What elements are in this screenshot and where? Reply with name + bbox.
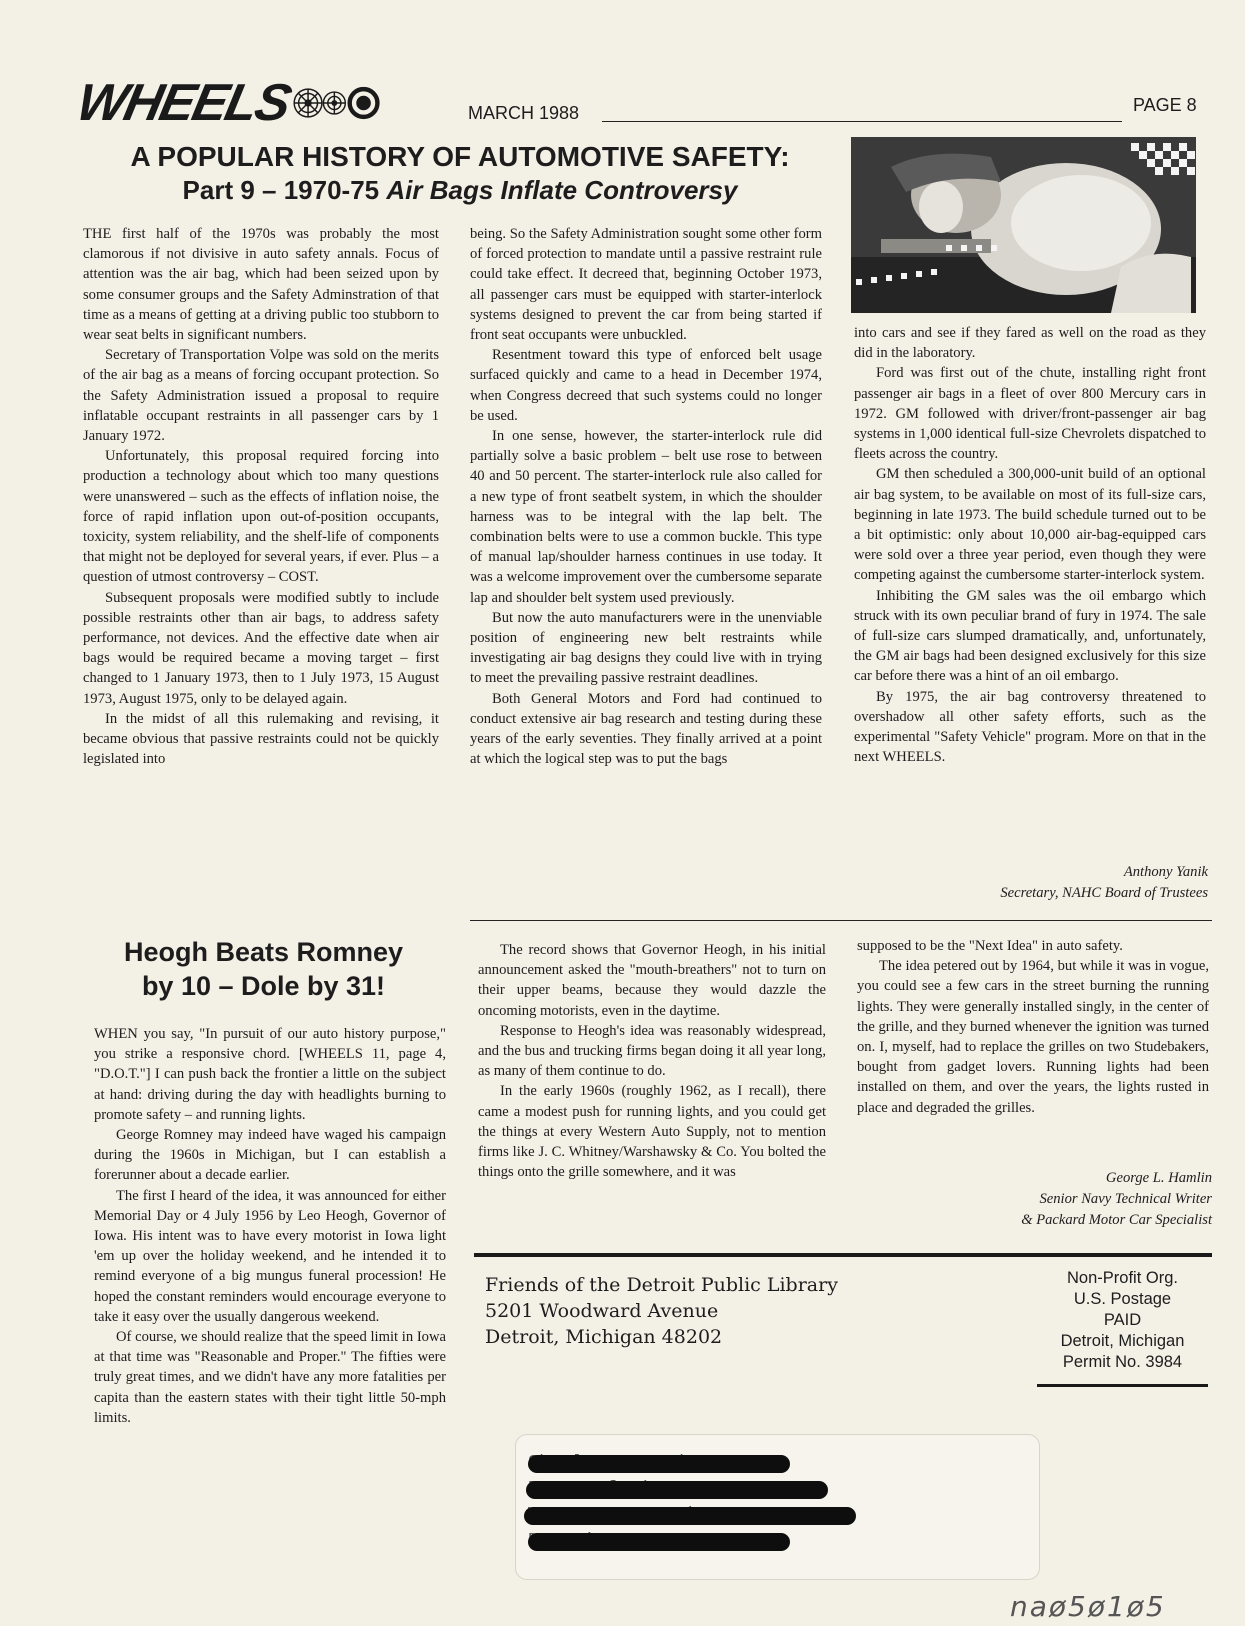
author-name: George L. Hamlin	[1105, 1170, 1212, 1186]
paragraph: The record shows that Governor Heogh, in his initial announcement asked the "mouth-breathers" not to turn on their upper beams, because they would dazzle the oncoming motorists, even in the daytime.	[478, 942, 826, 1019]
article1-column-2	[470, 224, 822, 769]
headline-subtitle	[100, 174, 820, 206]
postage-indicia	[1040, 1268, 1205, 1373]
paragraph: The idea petered out by 1964, but while it was in vogue, you could see a few cars in the street burning the running lights. They were generally installed singly, in the center of the grille, and they burned whenever the ignition was turned on. I, myself, had to replace the grilles on two Studebakers, bought from gadget lovers. Running lights had been installed on them, and over the years, the lights rusted in place and degraded the grilles.	[857, 958, 1209, 1116]
paragraph: The first I heard of the idea, it was announced for either Memorial Day or 4 July 1956 by Leo Heogh, Governor of Iowa. His intent was to have every motorist in Iowa light 'em up over the holiday weekend, and he intended it to remind everyone of a big mungus funeral procession! He hoped the constant reminders would encourage everyone to take it easy over the usually dangerous weekend.	[94, 1187, 446, 1325]
article-headline	[100, 140, 820, 206]
crash-test-photo	[851, 137, 1196, 313]
issue-date: MARCH 1988	[468, 103, 580, 123]
paragraph: Subsequent proposals were modified subtly to include possible restraints other than air bags, to address safety performance, not devices. And the effective date when air bags would be required became a moving target – first changed to 1 January 1973, then to 1 July 1973, 15 August 1973, August 1975, only to be delayed again.	[83, 589, 439, 707]
paragraph: supposed to be the "Next Idea" in auto safety.	[857, 938, 1123, 954]
postage-line: Permit No. 3984	[1062, 1353, 1183, 1371]
postage-line: U.S. Postage	[1073, 1290, 1172, 1308]
postage-line: Non-Profit Org.	[1067, 1269, 1178, 1287]
paragraph: Ford was first out of the chute, installing right front passenger air bags in a fleet of over 800 Mercury cars in 1972. GM followed with driver/front-passenger air bag systems in 1,000 identical full-size Chevrolets dispatched to fleets across the country.	[854, 365, 1206, 463]
paragraph: THE first half of the 1970s was probably the most clamorous if not divisive in auto safety annals. Focus of attention was the air bag, which had been seized upon by some consumer groups and the Safety Adminstration of that time as a means of getting at a driving public too stubborn to wear seat belts in significant numbers.	[83, 226, 439, 344]
article1-column-1	[83, 224, 439, 769]
mailing-label	[515, 1434, 1040, 1580]
paragraph: In the midst of all this rulemaking and revising, it became obvious that passive restraints could not be quickly legislated into	[83, 710, 439, 768]
article2-column-1	[94, 1024, 446, 1428]
return-name: Friends of the Detroit Public Library	[485, 1274, 838, 1296]
article1-byline	[900, 862, 1208, 904]
headline-part: Part 9 – 1970-75	[182, 175, 387, 205]
paragraph: Inhibiting the GM sales was the oil embargo which struck with its own peculiar brand of fury in 1974. The sale of full-size cars slumped dramatically, and, unfortunately, the GM air bags had been designed exclusively for this size car before there was a hint of an oil embargo.	[854, 587, 1206, 685]
paragraph: By 1975, the air bag controversy threatened to overshadow all other safety efforts, such as the experimental "Safety Vehicle" program. More on that in the next WHEELS.	[854, 688, 1206, 766]
author-title: Senior Navy Technical Writer	[1039, 1191, 1212, 1207]
paragraph: But now the auto manufacturers were in the unenviable position of engineering new belt restraints while investigating air bag designs they could live with in trying to meet the prevailing passive restraint deadlines.	[470, 609, 822, 687]
redaction-bar	[528, 1455, 790, 1473]
paragraph: WHEN you say, "In pursuit of our auto history purpose," you strike a responsive chord. [WHEELS 11, page 4, "D.O.T."] I can push back the frontier a little on the subject at hand: driving during the day with headlights burning to promote safety – and running lights.	[94, 1026, 446, 1123]
crash-dummy-image	[851, 137, 1196, 313]
logo-wordmark: WHEELS	[71, 74, 295, 132]
wheels-icon	[292, 81, 383, 125]
section-divider	[470, 920, 1212, 921]
paragraph: Resentment toward this type of enforced belt usage surfaced quickly and came to a head in December 1974, when Congress decreed that such systems could no longer be used.	[470, 347, 822, 424]
paragraph: In one sense, however, the starter-interlock rule did partially solve a basic problem – belt use rose to between 40 and 50 percent. The starter-interlock rule also called for a new type of front seatbelt system, in which the shoulder harness was to be integral with the lap belt. The combination belts were to use a common buckle. This type of manual lap/shoulder harness continues in use today. It was a welcome improvement over the cumbersome separate lap and shoulder belt system used previously.	[470, 428, 822, 606]
mailing-panel-rule	[474, 1253, 1212, 1257]
author-title: Secretary, NAHC Board of Trustees	[1000, 885, 1208, 901]
paragraph: Unfortunately, this proposal required forcing into production a technology about which too many questions were unanswered – such as the effects of inflation noise, the force of rapid inflation upon out-of-position occupants, toxicity, system reliability, and the shelf-life of components that might not be deployed for several years, if ever. Plus – a question of utmost controversy – COST.	[83, 448, 439, 586]
wheels-logo	[71, 74, 383, 132]
author-title: & Packard Motor Car Specialist	[1021, 1212, 1212, 1228]
author-name: Anthony Yanik	[1123, 864, 1208, 880]
paragraph: into cars and see if they fared as well on the road as they did in the laboratory.	[854, 325, 1206, 362]
redaction-bar	[524, 1507, 856, 1525]
redaction-bar	[528, 1533, 790, 1551]
masthead-rule	[602, 121, 1122, 122]
article2-column-3	[857, 936, 1209, 1118]
handwritten-note: naø5ø1ø5	[1010, 1590, 1166, 1623]
headline-title: A POPULAR HISTORY OF AUTOMOTIVE SAFETY:	[130, 141, 790, 172]
postage-line: Detroit, Michigan	[1060, 1332, 1185, 1350]
paragraph: Response to Heogh's idea was reasonably widespread, and the bus and trucking firms began doing it all year long, as many of them continue to do.	[478, 1022, 826, 1080]
headline-line-2: by 10 – Dole by 31!	[141, 971, 386, 1001]
redaction-bar	[526, 1481, 828, 1499]
article2-byline	[900, 1168, 1212, 1231]
article1-column-3	[854, 323, 1206, 767]
headline-subtitle-italic: Air Bags Inflate Controversy	[386, 175, 738, 205]
return-street: 5201 Woodward Avenue	[485, 1300, 719, 1322]
paragraph: Both General Motors and Ford had continued to conduct extensive air bag research and testing during these years of the early seventies. They finally arrived at a point at which the logical step was to put the bags	[470, 690, 822, 768]
headline-line-1: Heogh Beats Romney	[123, 937, 404, 967]
return-city: Detroit, Michigan 48202	[485, 1326, 723, 1348]
postage-rule	[1037, 1384, 1208, 1387]
article2-column-2	[478, 940, 826, 1182]
paragraph: George Romney may indeed have waged his campaign during the 1960s in Michigan, but I can establish a forerunner about a decade earlier.	[94, 1127, 446, 1184]
return-address	[485, 1272, 838, 1350]
article2-headline	[86, 935, 441, 1003]
paragraph: Secretary of Transportation Volpe was sold on the merits of the air bag as a means of forcing occupant protection. So the Safety Administration issued a proposal to require inflatable occupant restraints in all passenger cars by 1 January 1972.	[83, 347, 439, 445]
paragraph: GM then scheduled a 300,000-unit build of an optional air bag system, to be available on most of its full-size cars, beginning in late 1973. The build schedule turned out to be a bit optimistic: only about 10,000 air-bag-equipped cars were sold over a three year period, even though they were competing against the cumbersome starter-interlock system.	[854, 466, 1206, 584]
paragraph: Of course, we should realize that the speed limit in Iowa at that time was "Reasonable and Proper." The fifties were truly great times, and we didn't have any more fatalities per capita than the eastern states with their tight little 50-mph limits.	[94, 1329, 446, 1426]
page-number: PAGE 8	[1133, 95, 1197, 115]
paragraph: In the early 1960s (roughly 1962, as I recall), there came a modest push for running lights, and you could get the things at every Western Auto Supply, not to mention firms like J. C. Whitney/Warshawsky & Co. You bolted the things onto the grille somewhere, and it was	[478, 1083, 826, 1181]
postage-line: PAID	[1103, 1311, 1142, 1329]
paragraph: being. So the Safety Administration sought some other form of forced protection to mandate until a passive restraint rule could take effect. It decreed that, beginning October 1973, all passenger cars must be equipped with starter-interlock systems designed to prevent the car from being started if front seat occupants were unbuckled.	[470, 226, 822, 344]
